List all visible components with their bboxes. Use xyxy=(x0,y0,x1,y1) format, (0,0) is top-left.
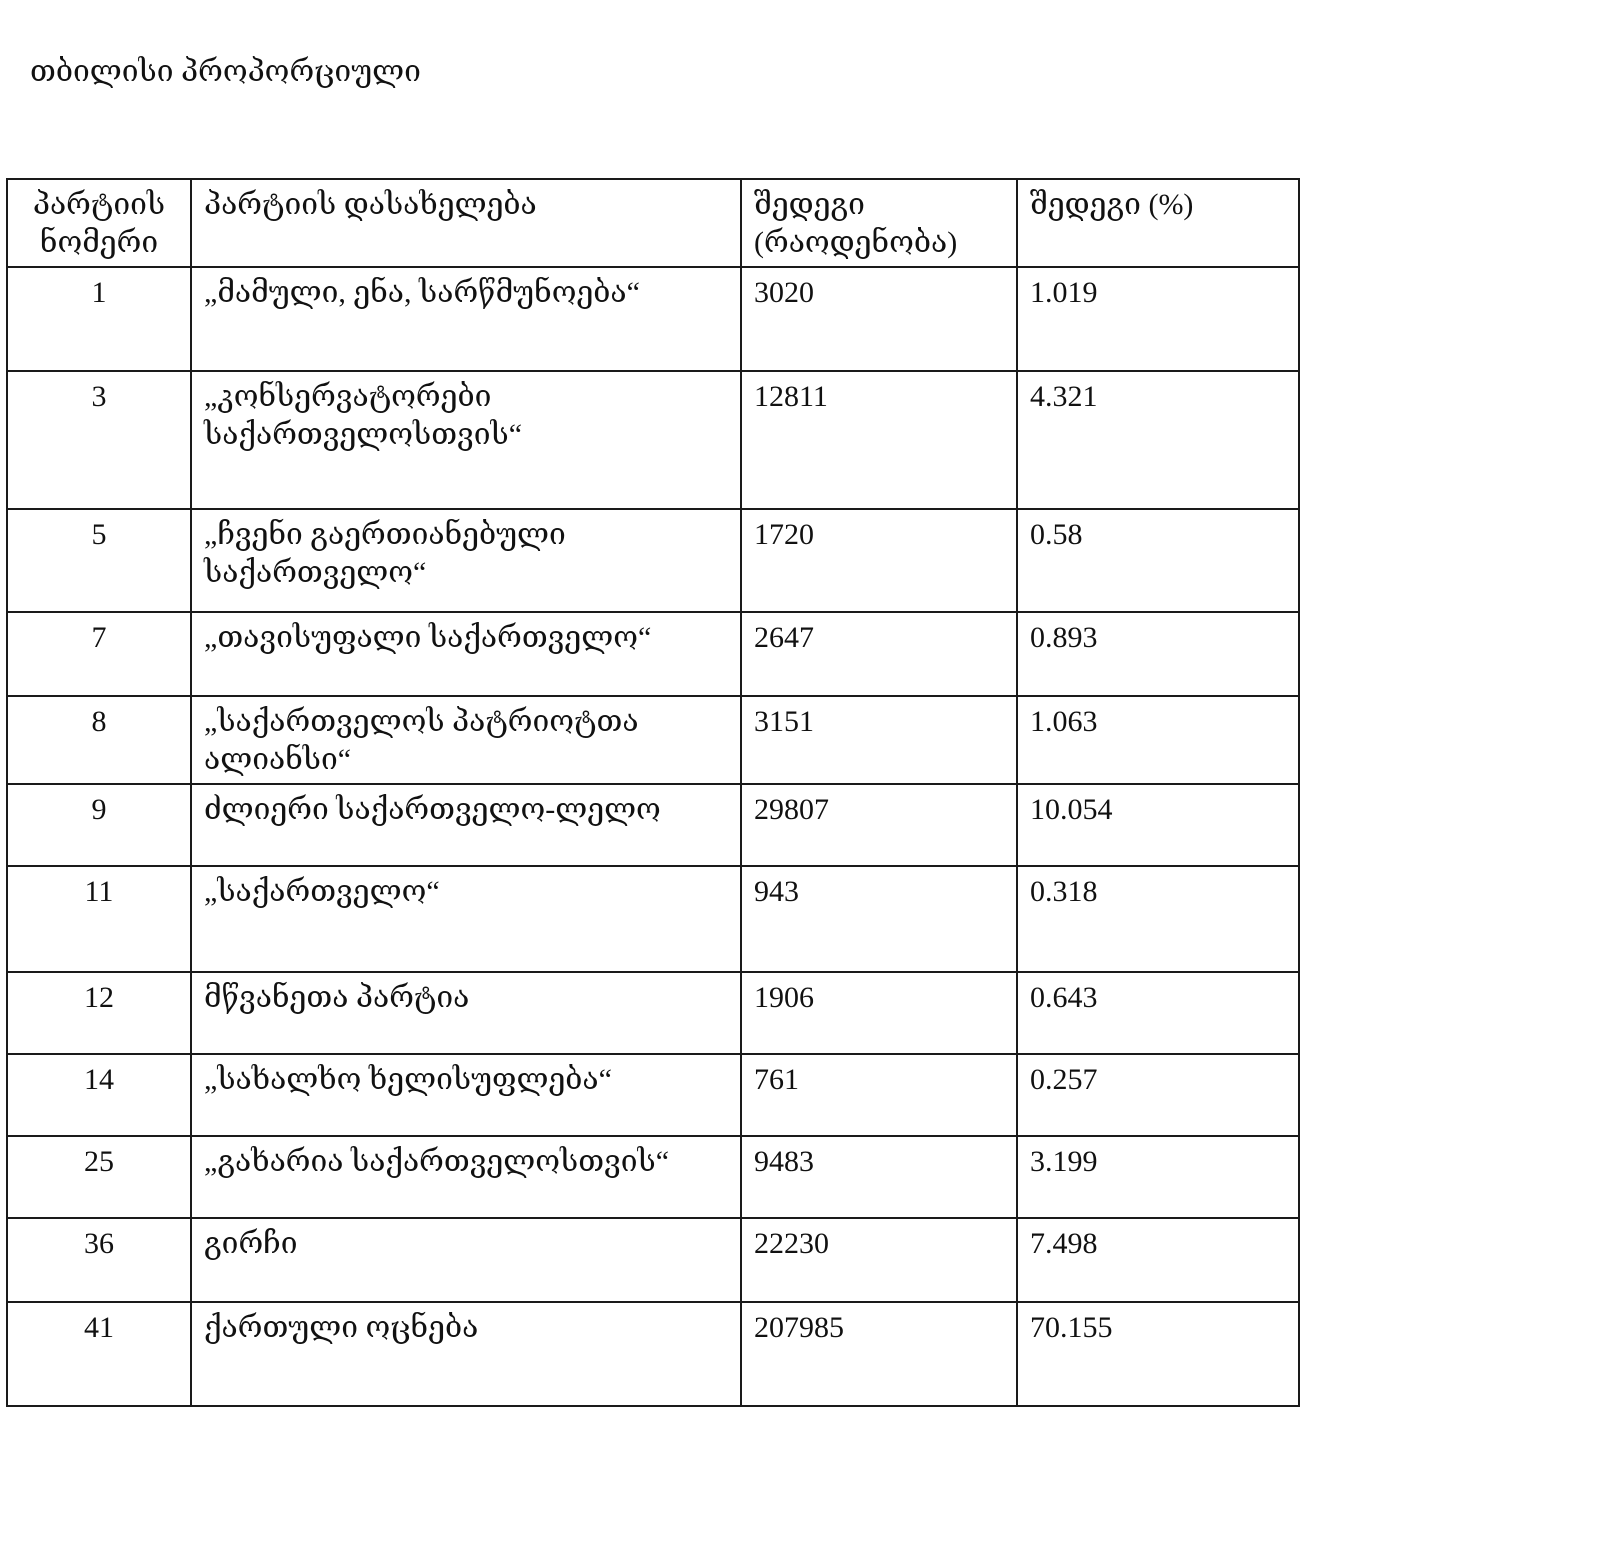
result-count-cell: 9483 xyxy=(741,1136,1017,1218)
table-row xyxy=(7,1136,1299,1218)
header-party-number: პარტიის ნომერი xyxy=(7,179,191,267)
table-row xyxy=(7,1302,1299,1406)
result-percent-cell: 7.498 xyxy=(1017,1218,1299,1302)
page-title: თბილისი პროპორციული xyxy=(30,55,421,88)
table-row xyxy=(7,972,1299,1054)
result-count-cell: 1720 xyxy=(741,509,1017,612)
party-number-cell: 3 xyxy=(7,371,191,509)
party-number-cell: 41 xyxy=(7,1302,191,1406)
header-result-percent: შედეგი (%) xyxy=(1017,179,1299,267)
party-name-cell: „კონსერვატორები საქართველოსთვის“ xyxy=(191,371,741,509)
table-row xyxy=(7,509,1299,612)
result-count-cell: 761 xyxy=(741,1054,1017,1136)
result-count-cell: 12811 xyxy=(741,371,1017,509)
party-number-cell: 8 xyxy=(7,696,191,784)
party-number-cell: 14 xyxy=(7,1054,191,1136)
party-number-cell: 5 xyxy=(7,509,191,612)
party-name-cell: მწვანეთა პარტია xyxy=(191,972,741,1054)
result-percent-cell: 0.257 xyxy=(1017,1054,1299,1136)
party-number-cell: 12 xyxy=(7,972,191,1054)
table-row xyxy=(7,784,1299,866)
results-table xyxy=(6,178,1300,1407)
result-percent-cell: 0.643 xyxy=(1017,972,1299,1054)
result-count-cell: 3020 xyxy=(741,267,1017,371)
result-count-cell: 943 xyxy=(741,866,1017,972)
table-header-row xyxy=(7,179,1299,267)
result-percent-cell: 10.054 xyxy=(1017,784,1299,866)
party-name-cell: „სახალხო ხელისუფლება“ xyxy=(191,1054,741,1136)
result-percent-cell: 0.58 xyxy=(1017,509,1299,612)
table-row xyxy=(7,371,1299,509)
party-name-cell: „მამული, ენა, სარწმუნოება“ xyxy=(191,267,741,371)
table-row xyxy=(7,1054,1299,1136)
table-row xyxy=(7,267,1299,371)
table-row xyxy=(7,612,1299,696)
result-count-cell: 1906 xyxy=(741,972,1017,1054)
result-percent-cell: 0.893 xyxy=(1017,612,1299,696)
party-number-cell: 11 xyxy=(7,866,191,972)
party-name-cell: „ჩვენი გაერთიანებული საქართველო“ xyxy=(191,509,741,612)
result-percent-cell: 3.199 xyxy=(1017,1136,1299,1218)
party-name-cell: „თავისუფალი საქართველო“ xyxy=(191,612,741,696)
party-name-cell: ძლიერი საქართველო-ლელო xyxy=(191,784,741,866)
party-number-cell: 1 xyxy=(7,267,191,371)
result-percent-cell: 70.155 xyxy=(1017,1302,1299,1406)
party-name-cell: გირჩი xyxy=(191,1218,741,1302)
result-percent-cell: 1.063 xyxy=(1017,696,1299,784)
table-row xyxy=(7,866,1299,972)
table-row xyxy=(7,696,1299,784)
table-row xyxy=(7,1218,1299,1302)
result-percent-cell: 0.318 xyxy=(1017,866,1299,972)
party-name-cell: „გახარია საქართველოსთვის“ xyxy=(191,1136,741,1218)
result-count-cell: 207985 xyxy=(741,1302,1017,1406)
header-party-name: პარტიის დასახელება xyxy=(191,179,741,267)
party-number-cell: 9 xyxy=(7,784,191,866)
header-result-count: შედეგი (რაოდენობა) xyxy=(741,179,1017,267)
party-number-cell: 7 xyxy=(7,612,191,696)
result-count-cell: 3151 xyxy=(741,696,1017,784)
party-number-cell: 25 xyxy=(7,1136,191,1218)
party-name-cell: ქართული ოცნება xyxy=(191,1302,741,1406)
party-number-cell: 36 xyxy=(7,1218,191,1302)
party-name-cell: „საქართველო“ xyxy=(191,866,741,972)
result-percent-cell: 4.321 xyxy=(1017,371,1299,509)
result-count-cell: 29807 xyxy=(741,784,1017,866)
result-count-cell: 22230 xyxy=(741,1218,1017,1302)
party-name-cell: „საქართველოს პატრიოტთა ალიანსი“ xyxy=(191,696,741,784)
result-percent-cell: 1.019 xyxy=(1017,267,1299,371)
result-count-cell: 2647 xyxy=(741,612,1017,696)
